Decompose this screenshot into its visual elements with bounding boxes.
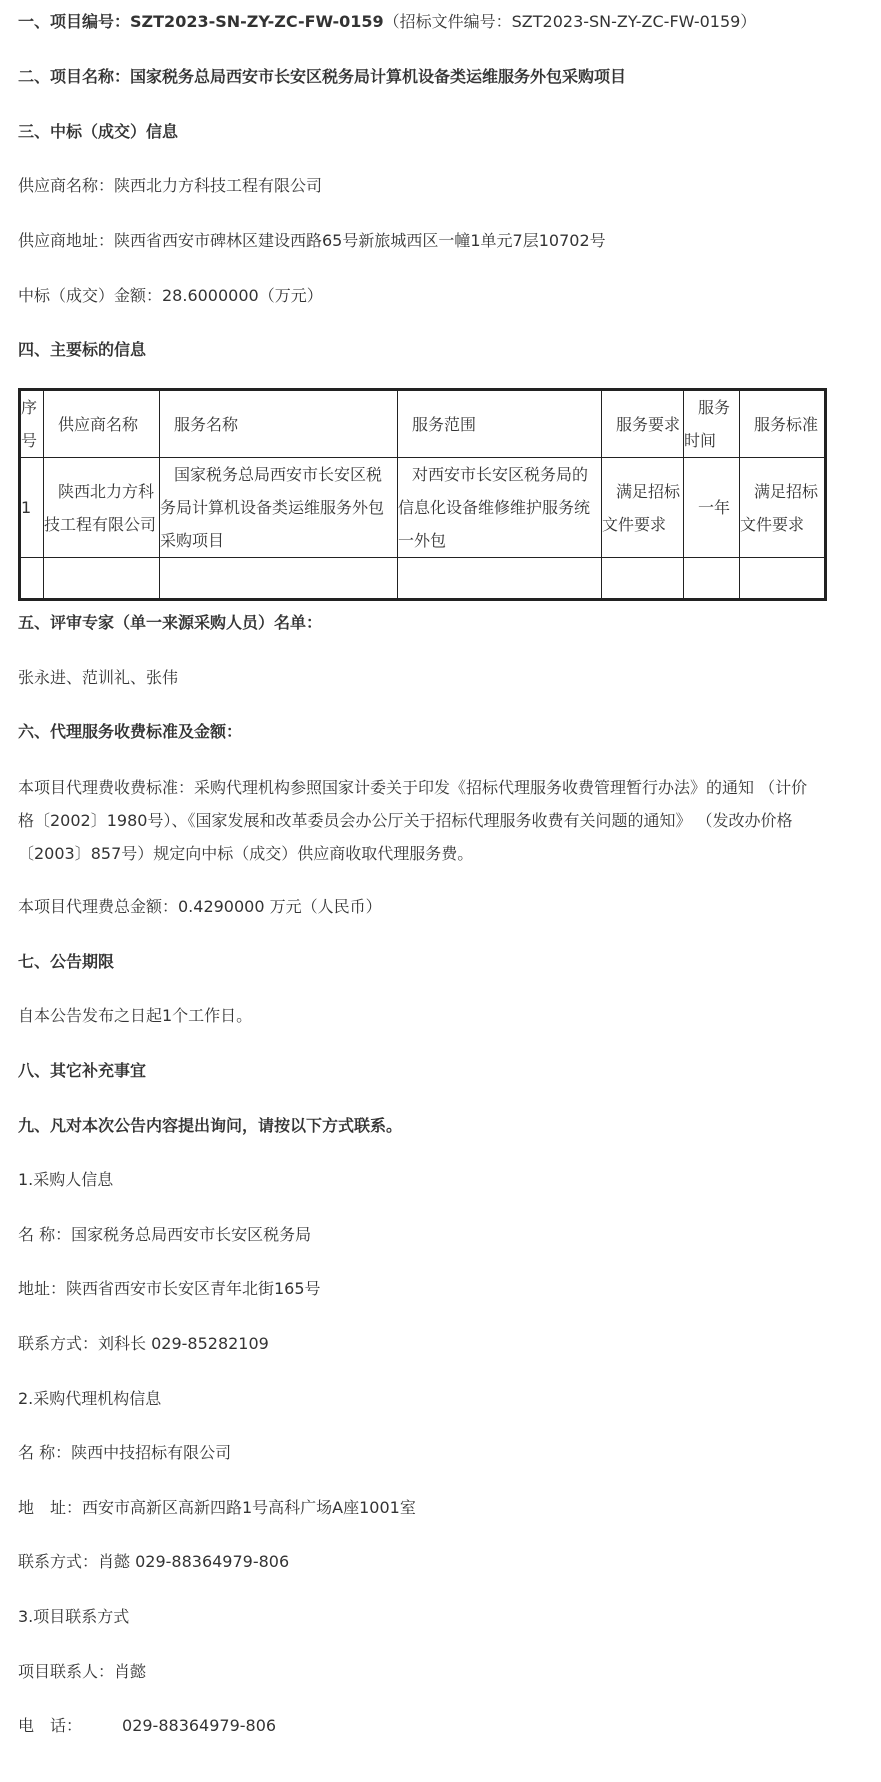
agency-address: 地 址：西安市高新区高新四路1号高科广场A座1001室 xyxy=(18,1498,416,1517)
supplier-name: 供应商名称：陕西北力方科技工程有限公司 xyxy=(18,176,323,195)
agency-name: 名 称：陕西中技招标有限公司 xyxy=(18,1443,232,1462)
empty-cell xyxy=(20,558,44,600)
table-row xyxy=(20,458,826,558)
project-number-code: SZT2023-SN-ZY-ZC-FW-0159 xyxy=(130,12,384,31)
table-header-row xyxy=(20,390,826,458)
header-supplier: 供应商名称 xyxy=(44,390,160,458)
project-number-line xyxy=(18,10,756,34)
award-amount: 中标（成交）金额：28.6000000（万元） xyxy=(18,286,323,305)
empty-cell xyxy=(602,558,684,600)
project-phone-line xyxy=(18,1714,276,1738)
header-service-requirement: 服务要求 xyxy=(602,390,684,458)
empty-cell xyxy=(160,558,398,600)
agency-fee-heading: 六、代理服务收费标准及金额： xyxy=(18,722,243,741)
empty-cell xyxy=(684,558,740,600)
project-name-label: 二、项目名称： xyxy=(18,67,131,86)
project-number-label: 一、项目编号： xyxy=(18,12,131,31)
header-service-time: 服务时间 xyxy=(684,390,740,458)
table-empty-row xyxy=(20,558,826,600)
cell-service-name: 国家税务总局西安市长安区税务局计算机设备类运维服务外包采购项目 xyxy=(160,458,398,558)
experts-names: 张永进、范训礼、张伟 xyxy=(18,668,179,687)
purchaser-address: 地址：陕西省西安市长安区青年北街165号 xyxy=(18,1279,321,1298)
experts-heading: 五、评审专家（单一来源采购人员）名单： xyxy=(18,613,323,632)
agency-fee-standard: 本项目代理费收费标准：采购代理机构参照国家计委关于印发《招标代理服务收费管理暂行办法》的通知 （计价格〔2002〕1980号）、《国家发展和改革委员会办公厅关于招标代理服务收费有关问题的通知》 （发改办价格〔2003〕857号）规定向中标（成交）供应商收取代理服务费。 xyxy=(18,778,808,863)
supplier-address: 供应商地址：陕西省西安市碑林区建设西路65号新旅城西区一幢1单元7层10702号 xyxy=(18,231,606,250)
agency-title: 2.采购代理机构信息 xyxy=(18,1389,162,1408)
contact-heading: 九、凡对本次公告内容提出询问，请按以下方式联系。 xyxy=(18,1116,403,1135)
cell-service-requirement: 满足招标文件要求 xyxy=(602,458,684,558)
cell-supplier: 陕西北力方科技工程有限公司 xyxy=(44,458,160,558)
purchaser-contact: 联系方式：刘科长 029-85282109 xyxy=(18,1334,269,1353)
project-name-value: 国家税务总局西安市长安区税务局计算机设备类运维服务外包采购项目 xyxy=(130,67,627,86)
empty-cell xyxy=(44,558,160,600)
tender-doc-number: （招标文件编号：SZT2023-SN-ZY-ZC-FW-0159） xyxy=(383,12,757,31)
project-contact-title: 3.项目联系方式 xyxy=(18,1607,130,1626)
project-phone-number: 029-88364979-806 xyxy=(122,1716,277,1735)
empty-cell xyxy=(740,558,826,600)
empty-cell xyxy=(398,558,602,600)
main-subject-heading: 四、主要标的信息 xyxy=(18,340,147,359)
cell-service-standard: 满足招标文件要求 xyxy=(740,458,826,558)
agency-contact: 联系方式：肖懿 029-88364979-806 xyxy=(18,1552,290,1571)
notice-period-heading: 七、公告期限 xyxy=(18,952,115,971)
header-service-name: 服务名称 xyxy=(160,390,398,458)
header-service-standard: 服务标准 xyxy=(740,390,826,458)
main-subject-table xyxy=(18,388,827,601)
cell-service-time: 一年 xyxy=(684,458,740,558)
cell-index: 1 xyxy=(20,458,44,558)
project-phone-label: 电 话： xyxy=(18,1716,83,1735)
header-service-scope: 服务范围 xyxy=(398,390,602,458)
purchaser-title: 1.采购人信息 xyxy=(18,1170,114,1189)
supplementary-heading: 八、其它补充事宜 xyxy=(18,1061,147,1080)
project-name-line xyxy=(18,65,626,89)
agency-fee-total: 本项目代理费总金额：0.4290000 万元（人民币） xyxy=(18,897,382,916)
notice-period-text: 自本公告发布之日起1个工作日。 xyxy=(18,1006,253,1025)
cell-service-scope: 对西安市长安区税务局的信息化设备维修维护服务统一外包 xyxy=(398,458,602,558)
award-info-heading: 三、中标（成交）信息 xyxy=(18,122,179,141)
project-contact-person: 项目联系人：肖懿 xyxy=(18,1662,147,1681)
purchaser-name: 名 称：国家税务总局西安市长安区税务局 xyxy=(18,1225,312,1244)
header-index: 序号 xyxy=(20,390,44,458)
